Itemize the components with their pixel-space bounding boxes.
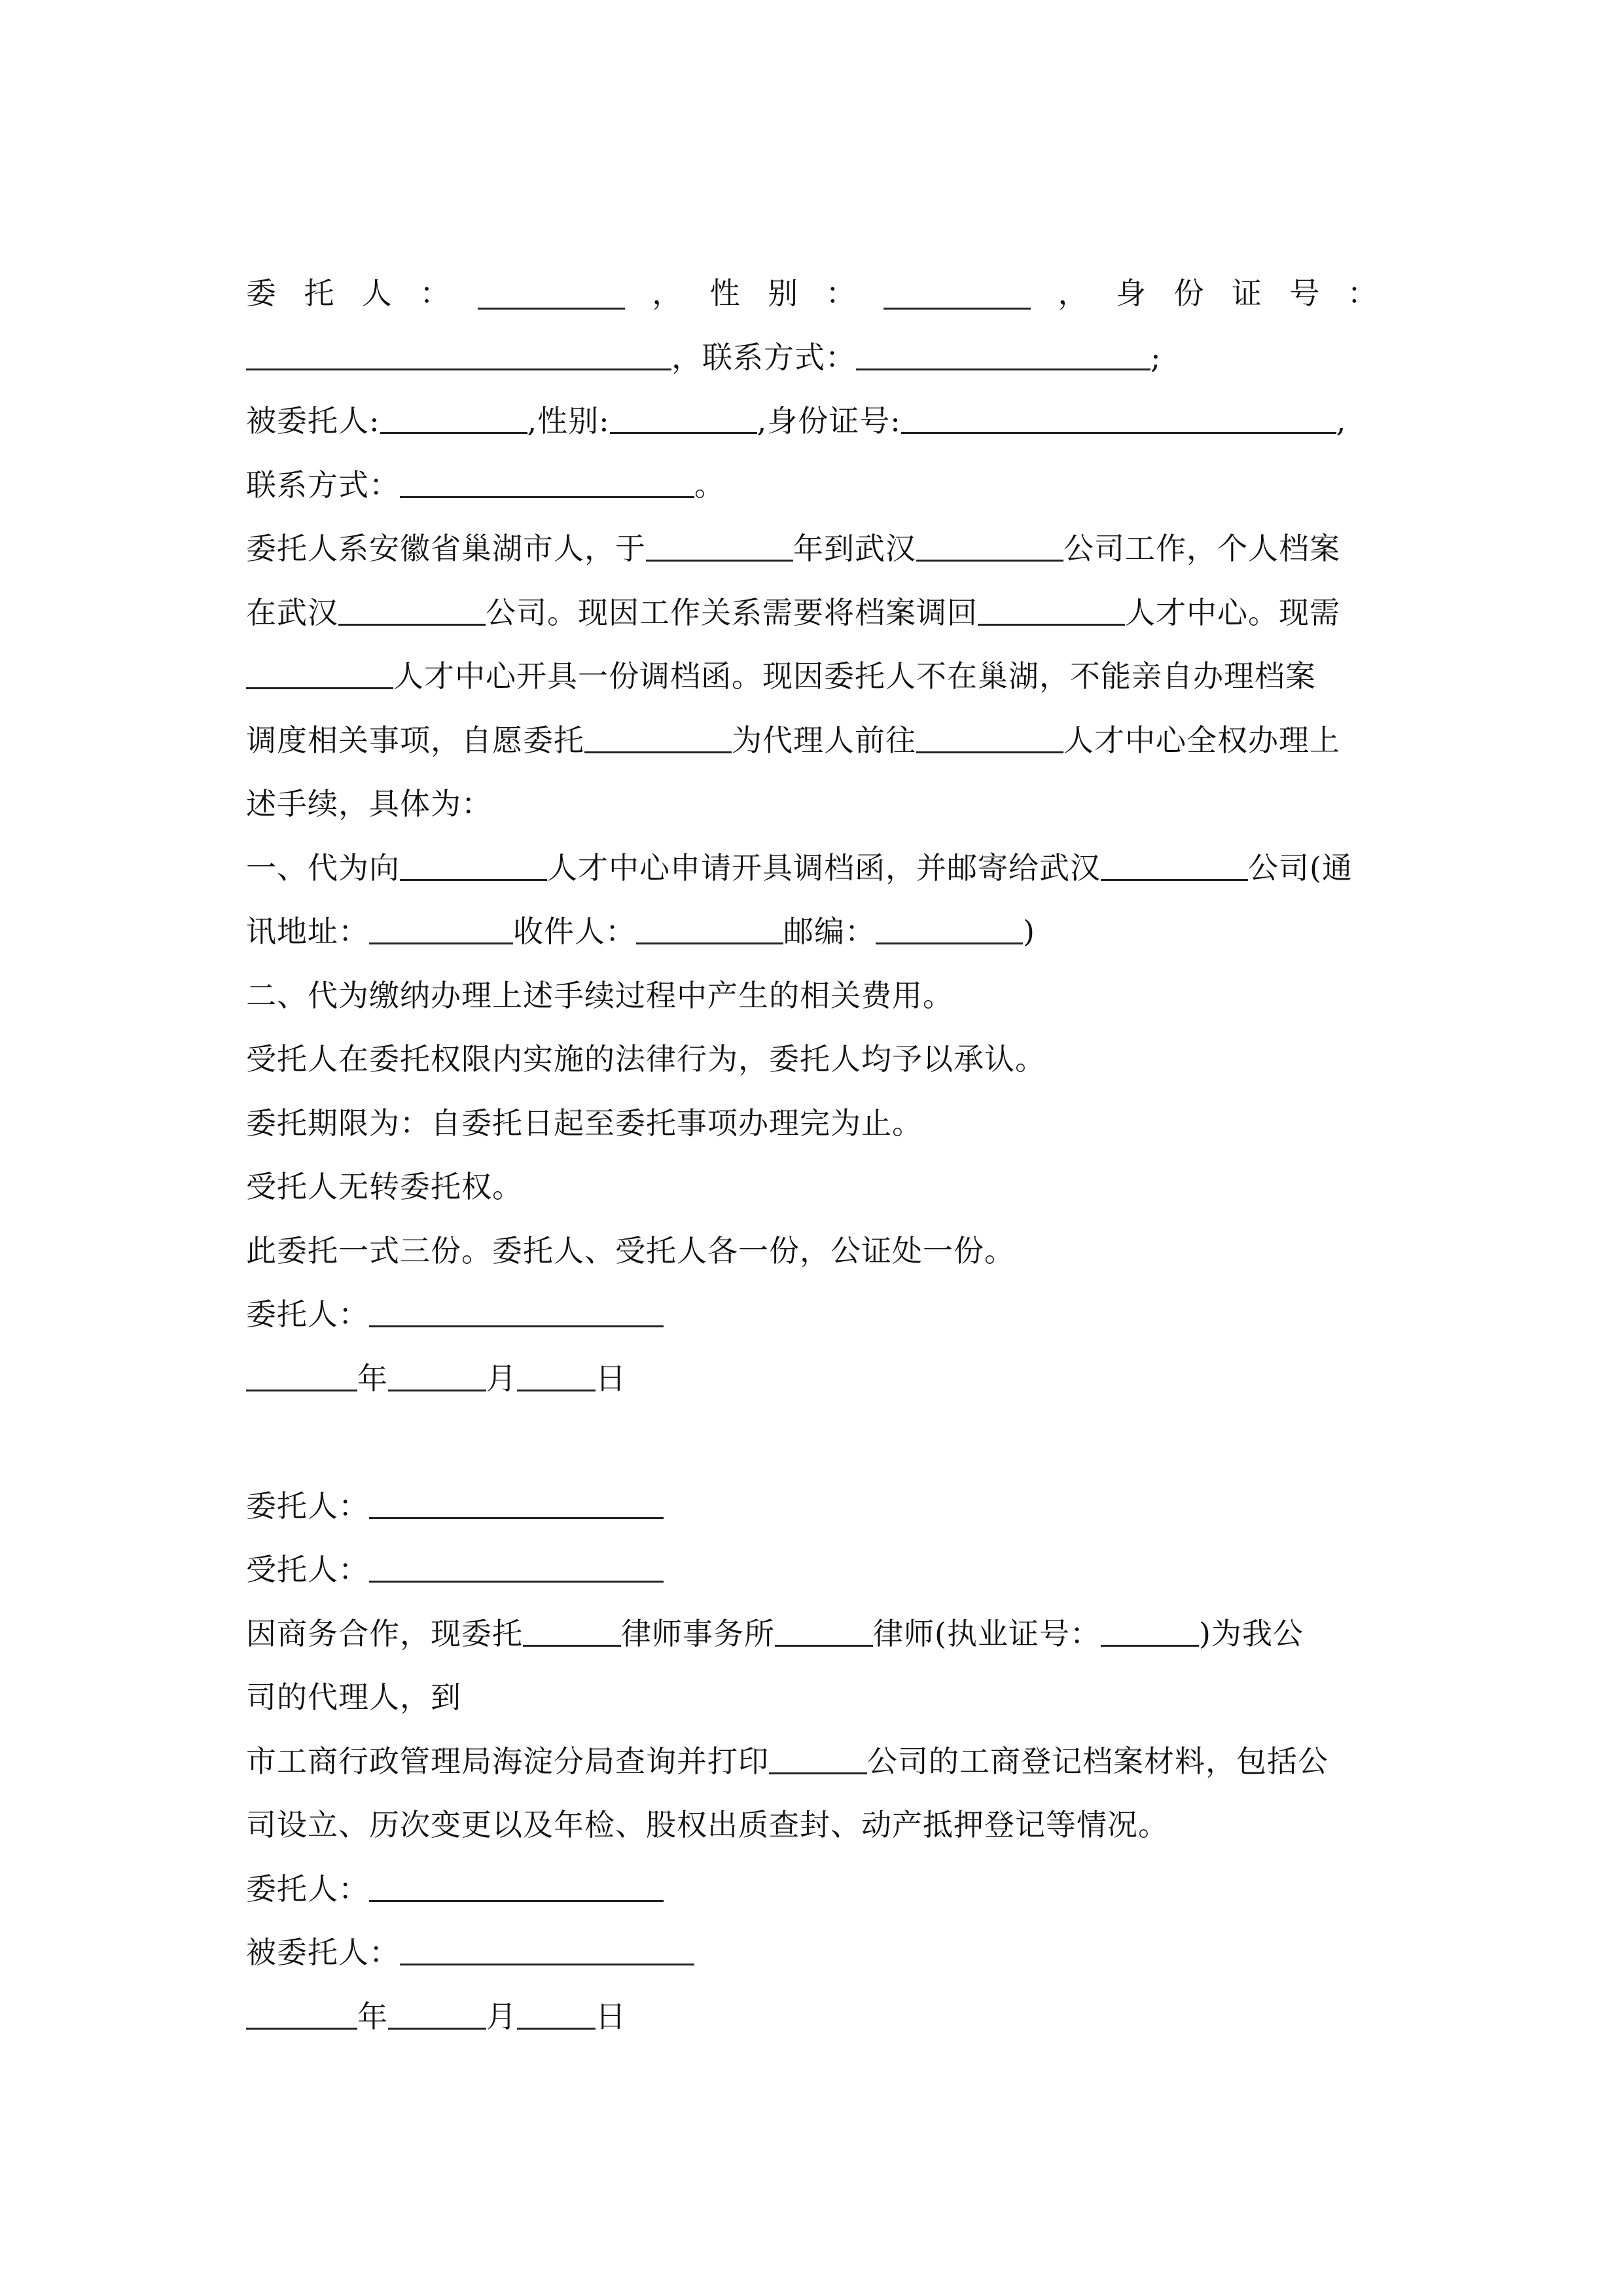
grantor-gender-blank[interactable]: [883, 278, 1031, 310]
talent-center-blank[interactable]: [400, 849, 547, 881]
body-text: 为代理人前往: [732, 722, 916, 758]
month-blank[interactable]: [388, 1359, 486, 1391]
document-body: [246, 262, 1378, 2049]
signature-grantor-2: [246, 1475, 1378, 1539]
item-text: 讯地址：: [246, 914, 369, 949]
body-text: 律师事务所: [621, 1615, 775, 1651]
body-text: 因商务合作，现委托: [246, 1615, 523, 1651]
body-text: 公司的工商登记档案材料，包括公: [867, 1743, 1329, 1779]
grantor-comma: ，: [652, 276, 683, 311]
law-firm-blank[interactable]: [523, 1615, 621, 1647]
talent-center-blank[interactable]: [246, 657, 393, 689]
grantor-contact-blank[interactable]: [856, 338, 1150, 370]
grantor-label-char-1: 委: [246, 276, 277, 311]
company-blank[interactable]: [916, 529, 1063, 562]
agent-label: 被委托人:: [246, 403, 380, 439]
signature-blank[interactable]: [400, 1933, 694, 1965]
address-blank[interactable]: [369, 912, 513, 944]
signature-label: 被委托人：: [246, 1935, 400, 1970]
body-text: 在武汉: [246, 594, 338, 630]
body-text: 司设立、历次变更以及年检、股权出质查封、动产抵押登记等情况。: [246, 1807, 1169, 1842]
year-label: 年: [357, 1360, 388, 1396]
gender-char-2: 别: [768, 276, 799, 311]
month-label: 月: [486, 1360, 517, 1396]
month-blank[interactable]: [388, 1998, 486, 2030]
gender-comma: ，: [1058, 276, 1089, 311]
license-number-blank[interactable]: [1101, 1615, 1199, 1647]
grantor-line-end: ;: [1150, 339, 1162, 375]
body-text: )为我公: [1198, 1615, 1304, 1651]
body-1-line-2: [246, 581, 1378, 645]
signature-label: 委托人：: [246, 1488, 369, 1524]
signature-label: 委托人：: [246, 1297, 369, 1332]
id-char-2: 份: [1173, 276, 1205, 311]
talent-center-blank[interactable]: [916, 721, 1063, 753]
signature-blank[interactable]: [369, 1551, 664, 1583]
item-1-line-1: [246, 836, 1378, 901]
agent-blank[interactable]: [584, 721, 732, 753]
signature-blank[interactable]: [369, 1295, 664, 1327]
body-text: 委托人系安徽省巢湖市人，于: [246, 531, 646, 566]
body-text: 述手续，具体为：: [246, 786, 492, 821]
grantor-info-line-2: [246, 326, 1378, 390]
body-1-line-5: [246, 772, 1378, 836]
item-text: 人才中心申请开具调档函，并邮寄给武汉: [547, 850, 1101, 886]
item-2: 二、代为缴纳办理上述手续过程中产生的相关费用。: [246, 977, 954, 1013]
month-label: 月: [486, 1998, 517, 2034]
signature-blank[interactable]: [369, 1487, 664, 1519]
id-char-4: 号: [1289, 276, 1321, 311]
item-text: 收件人：: [513, 914, 636, 949]
postcode-blank[interactable]: [876, 912, 1023, 944]
body-text: 年到武汉: [793, 531, 916, 566]
grantor-id-blank[interactable]: [246, 338, 671, 370]
lawyer-blank[interactable]: [775, 1615, 873, 1647]
body-text: 公司工作，个人档案: [1063, 531, 1340, 566]
agent-name-blank[interactable]: [380, 402, 527, 434]
body-1-line-1: [246, 517, 1378, 581]
year-label: 年: [357, 1998, 388, 2034]
grantor-label-colon: ：: [419, 276, 451, 311]
agent-period: 。: [694, 467, 725, 503]
acknowledge-line: 受托人在委托权限内实施的法律行为，委托人均予以承认。: [246, 1041, 1046, 1077]
date-line-2: [246, 1985, 1378, 2049]
body-text: 公司。现因工作关系需要将档案调回: [486, 594, 978, 630]
agent-contact-blank[interactable]: [400, 466, 694, 498]
gender-colon: ：: [825, 276, 857, 311]
recipient-blank[interactable]: [636, 912, 783, 944]
agent-gender-blank[interactable]: [610, 402, 757, 434]
agent-info-line-1: [246, 389, 1378, 454]
agent-gender-label: ,性别:: [527, 403, 610, 439]
body-text: 调度相关事项，自愿委托: [246, 722, 584, 758]
body-2-line-1: [246, 1602, 1378, 1666]
spacer: [246, 1410, 1378, 1475]
item-text: 公司(通: [1248, 850, 1353, 886]
agent-info-line-2: [246, 454, 1378, 518]
item-text: 一、代为向: [246, 850, 400, 886]
id-char-3: 证: [1231, 276, 1262, 311]
company-blank[interactable]: [1101, 849, 1248, 881]
day-label: 日: [596, 1360, 626, 1396]
signature-grantor-1: [246, 1283, 1378, 1347]
signature-grantor-3: [246, 1857, 1378, 1922]
signature-label: 受托人：: [246, 1552, 369, 1587]
item-1-line-2: [246, 900, 1378, 964]
item-text: ): [1023, 914, 1035, 949]
body-text: 人才中心开具一份调档函。现因委托人不在巢湖，不能亲自办理档案: [393, 658, 1316, 694]
body-1-line-4: [246, 709, 1378, 773]
date-line-1: [246, 1347, 1378, 1411]
agent-contact-label: 联系方式：: [246, 467, 400, 503]
grantor-label-char-2: 托: [304, 276, 335, 311]
year-blank[interactable]: [246, 1359, 357, 1391]
company-blank[interactable]: [338, 594, 486, 626]
no-sub-delegation-line: 受托人无转委托权。: [246, 1169, 523, 1204]
agent-id-blank[interactable]: [901, 402, 1336, 434]
grantor-label-char-3: 人: [361, 276, 393, 311]
body-2-line-2: [246, 1666, 1378, 1730]
body-text: 人才中心。现需: [1125, 594, 1340, 630]
body-1-line-3: [246, 645, 1378, 709]
body-2-line-3: [246, 1730, 1378, 1794]
company-blank[interactable]: [769, 1742, 867, 1774]
year-blank[interactable]: [646, 529, 793, 562]
term-line: 委托期限为：自委托日起至委托事项办理完为止。: [246, 1105, 923, 1141]
id-colon: ：: [1347, 276, 1378, 311]
talent-center-blank[interactable]: [978, 594, 1125, 626]
day-label: 日: [596, 1998, 626, 2034]
body-text: 市工商行政管理局海淀分局查询并打印: [246, 1743, 769, 1779]
grantor-info-line-1: [246, 262, 1378, 326]
copies-line: 此委托一式三份。委托人、受托人各一份，公证处一份。: [246, 1232, 1015, 1268]
body-text: 律师(执业证号：: [873, 1615, 1101, 1651]
signature-label: 委托人：: [246, 1871, 369, 1907]
year-blank[interactable]: [246, 1998, 357, 2030]
item-text: 邮编：: [783, 914, 876, 949]
body-text: 司的代理人，到: [246, 1679, 461, 1715]
grantor-name-blank[interactable]: [478, 278, 625, 310]
gender-char-1: 性: [709, 276, 741, 311]
body-text: 人才中心全权办理上: [1063, 722, 1340, 758]
day-blank[interactable]: [517, 1359, 596, 1391]
signature-blank[interactable]: [369, 1870, 664, 1902]
agent-line-end: ,: [1336, 403, 1347, 439]
signature-trustee-2: [246, 1538, 1378, 1602]
agent-id-label: ,身份证号:: [757, 403, 901, 439]
grantor-contact-label: ，联系方式：: [671, 339, 856, 375]
signature-agent-3: [246, 1921, 1378, 1985]
body-2-line-4: [246, 1793, 1378, 1857]
day-blank[interactable]: [517, 1998, 596, 2030]
id-char-1: 身: [1115, 276, 1147, 311]
